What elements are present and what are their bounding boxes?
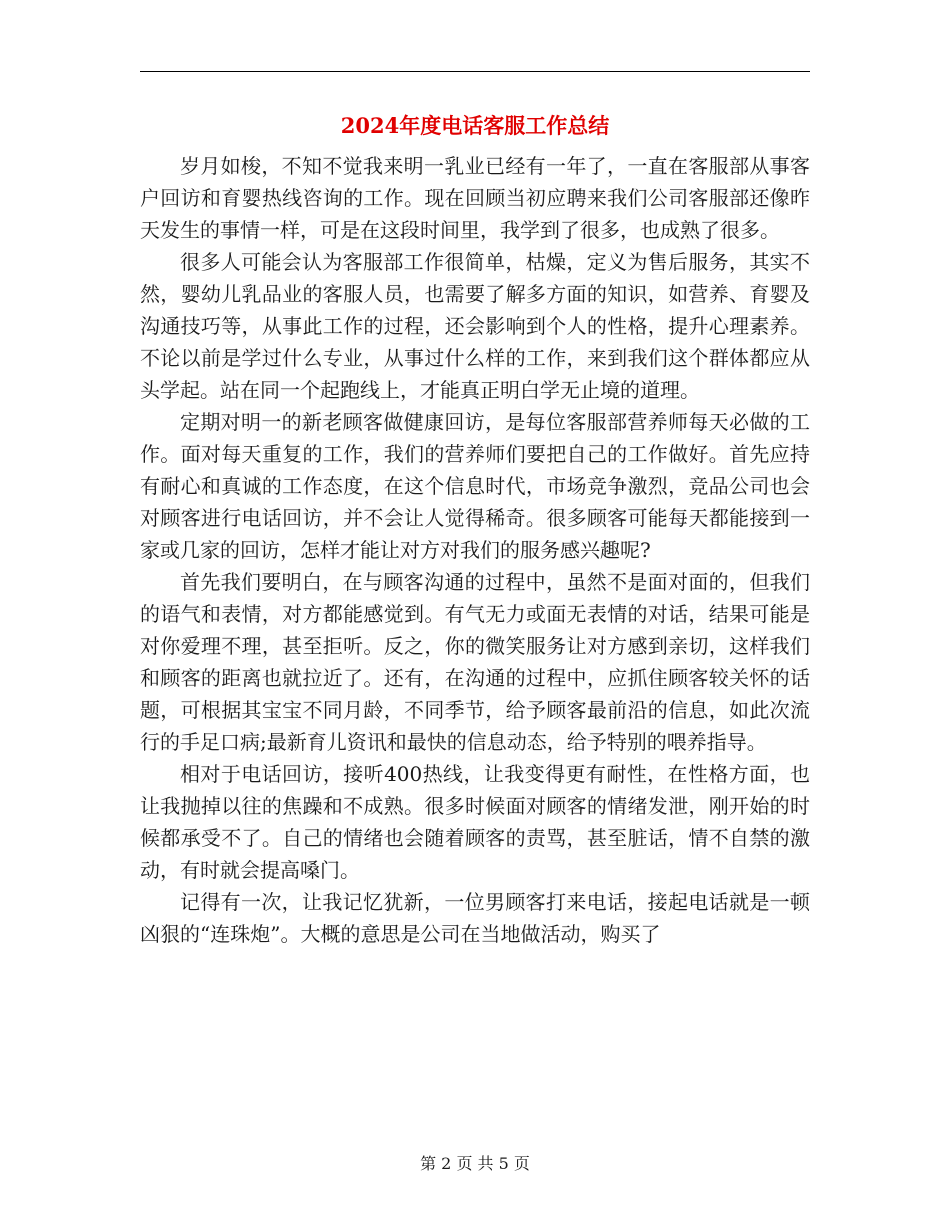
paragraph: 定期对明一的新老顾客做健康回访，是每位客服部营养师每天必做的工作。面对每天重复的工作，我们的营养师们要把自己的工作做好。首先应持有耐心和真诚的工作态度，在这个信息时代，市场竞争激烈，竞品公司也会对顾客进行电话回访，并不会让人觉得稀奇。很多顾客可能每天都能接到一家或几家的回访，怎样才能让对方对我们的服务感兴趣呢? <box>140 410 810 562</box>
paragraph: 首先我们要明白，在与顾客沟通的过程中，虽然不是面对面的，但我们的语气和表情，对方都能感觉到。有气无力或面无表情的对话，结果可能是对你爱理不理，甚至拒听。反之，你的微笑服务让对方感到亲切，这样我们和顾客的距离也就拉近了。还有，在沟通的过程中，应抓住顾客较关怀的话题，可根据其宝宝不同月龄，不同季节，给予顾客最前沿的信息，如此次流行的手足口病;最新育儿资讯和最快的信息动态，给予特别的喂养指导。 <box>140 570 810 754</box>
paragraph: 岁月如梭，不知不觉我来明一乳业已经有一年了，一直在客服部从事客户回访和育婴热线咨询的工作。现在回顾当初应聘来我们公司客服部还像昨天发生的事情一样，可是在这段时间里，我学到了很多，也成熟了很多。 <box>140 154 810 242</box>
paragraph: 相对于电话回访，接听400热线，让我变得更有耐性，在性格方面，也让我抛掉以往的焦躁和不成熟。很多时候面对顾客的情绪发泄，刚开始的时候都承受不了。自己的情绪也会随着顾客的责骂，甚至脏话，情不自禁的激动，有时就会提高嗓门。 <box>140 762 810 882</box>
document-title: 2024年度电话客服工作总结 <box>340 113 610 138</box>
header-rule <box>140 71 810 72</box>
paragraph: 很多人可能会认为客服部工作很简单，枯燥，定义为售后服务，其实不然，婴幼儿乳品业的客服人员，也需要了解多方面的知识，如营养、育婴及沟通技巧等，从事此工作的过程，还会影响到个人的性格，提升心理素养。不论以前是学过什么专业，从事过什么样的工作，来到我们这个群体都应从头学起。站在同一个起跑线上，才能真正明白学无止境的道理。 <box>140 250 810 402</box>
paragraph: 记得有一次，让我记忆犹新，一位男顾客打来电话，接起电话就是一顿凶狠的“连珠炮”。大概的意思是公司在当地做活动，购买了 <box>140 890 810 946</box>
page-number-footer: 第 2 页 共 5 页 <box>420 1154 530 1173</box>
document-body <box>140 150 810 950</box>
